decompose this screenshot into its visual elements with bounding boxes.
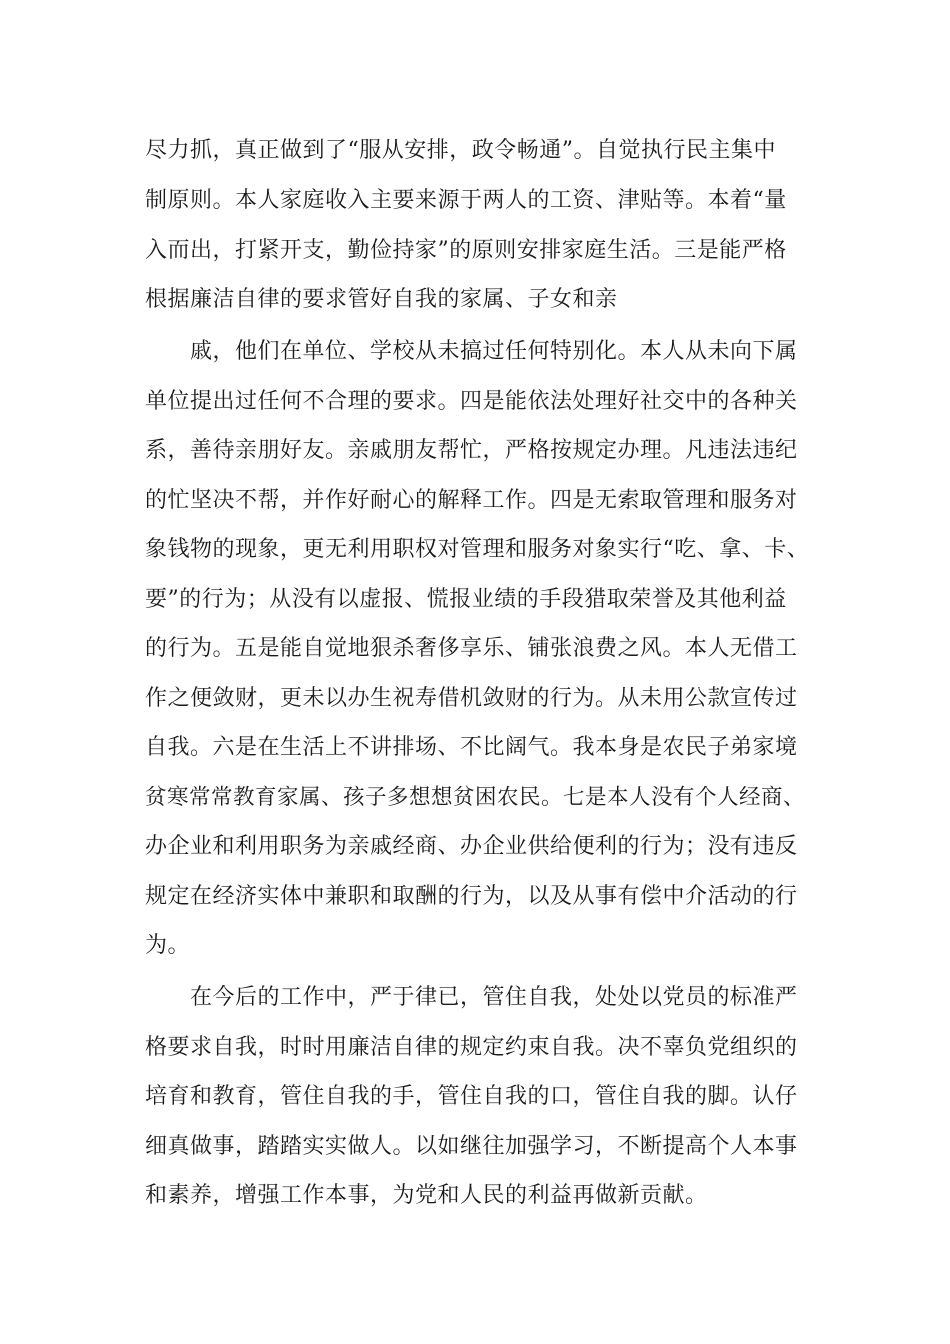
- text-line: 的行为。五是能自觉地狠杀奢侈享乐、铺张浪费之风。本人无借工: [145, 636, 798, 661]
- text-line: 尽力抓，真正做到了“服从安排，政令畅通”。自觉执行民主集中: [145, 138, 776, 163]
- text-line: 戚，他们在单位、学校从未搞过任何特别化。本人从未向下属: [190, 339, 798, 364]
- text-line: 自我。六是在生活上不讲排场、不比阔气。我本身是农民子弟家境: [145, 735, 798, 760]
- text-line: 象钱物的现象，更无利用职权对管理和服务对象实行“吃、拿、卡、: [145, 537, 810, 562]
- text-line: 和素养，增强工作本事，为党和人民的利益再做新贡献。: [145, 1183, 708, 1208]
- text-line: 细真做事，踏踏实实做人。以如继往加强学习，不断提高个人本事: [145, 1134, 798, 1159]
- text-line: 贫寒常常教育家属、孩子多想想贫困农民。七是本人没有个人经商、: [145, 785, 806, 810]
- text-line: 培育和教育，管住自我的手，管住自我的口，管住自我的脚。认仔: [145, 1084, 798, 1109]
- text-line: 办企业和利用职务为亲戚经商、办企业供给便利的行为；没有违反: [145, 834, 798, 859]
- text-line: 系，善待亲朋好友。亲戚朋友帮忙，严格按规定办理。凡违法违纪: [145, 438, 798, 463]
- text-line: 的忙坚决不帮，并作好耐心的解释工作。四是无索取管理和服务对: [145, 488, 798, 513]
- text-line: 作之便敛财，更未以办生祝寿借机敛财的行为。从未用公款宣传过: [145, 686, 798, 711]
- text-line: 单位提出过任何不合理的要求。四是能依法处理好社交中的各种关: [145, 389, 798, 414]
- text-line: 入而出，打紧开支，勤俭持家”的原则安排家庭生活。三是能严格: [145, 238, 787, 263]
- text-line: 格要求自我，时时用廉洁自律的规定约束自我。决不辜负党组织的: [145, 1035, 798, 1060]
- text-line: 制原则。本人家庭收入主要来源于两人的工资、津贴等。本着“量: [145, 188, 787, 213]
- text-line: 为。: [145, 933, 191, 958]
- text-line: 在今后的工作中，严于律已，管住自我，处处以党员的标准严: [190, 985, 798, 1010]
- text-line: 要”的行为；从没有以虚报、慌报业绩的手段猎取荣誉及其他利益: [145, 587, 787, 612]
- text-line: 规定在经济实体中兼职和取酬的行为，以及从事有偿中介活动的行: [145, 884, 798, 909]
- text-line: 根据廉洁自律的要求管好自我的家属、子女和亲: [145, 287, 618, 312]
